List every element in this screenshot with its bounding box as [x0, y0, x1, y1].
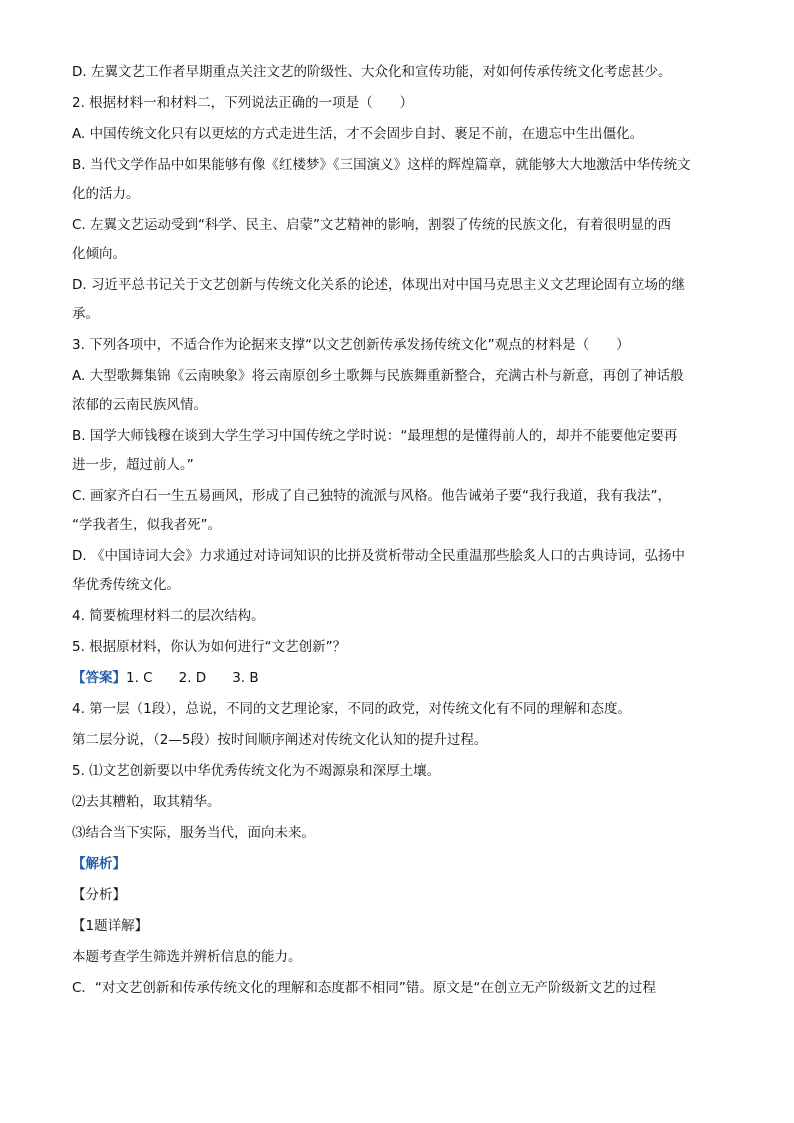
answer-label: 【答案】	[72, 670, 126, 686]
option-2a: A. 中国传统文化只有以更炫的方式走进生活，才不会固步自封、裹足不前，在遗忘中生出僵化。	[72, 126, 644, 142]
analysis-heading: 【分析】	[72, 887, 126, 903]
analysis-label: 【解析】	[72, 856, 126, 872]
option-2d-line1: D. 习近平总书记关于文艺创新与传统文化关系的论述，体现出对中国马克思主义文艺理论固有立场的继	[72, 277, 685, 293]
answer-5-point3: ⑶结合当下实际，服务当代，面向未来。	[72, 825, 315, 841]
document-body	[72, 62, 722, 1009]
answer-4-line1: 4. 第一层（1段），总说，不同的文艺理论家，不同的政党，对传统文化有不同的理解和态度。	[72, 701, 632, 717]
answer-3: 3. B	[232, 670, 259, 686]
option-2b-line1: B. 当代文学作品中如果能够有像《红楼梦》《三国演义》这样的辉煌篇章，就能够大大地激活中华传统文	[72, 157, 691, 173]
option-3a-line1: A. 大型歌舞集锦《云南映象》将云南原创乡土歌舞与民族舞重新整合，充满古朴与新意，再创了神话般	[72, 368, 684, 384]
detail-text-2: C．“对文艺创新和传承传统文化的理解和态度都不相同”错。原文是“在创立无产阶级新文艺的过程	[72, 980, 656, 996]
detail-heading-q1: 【1题详解】	[72, 918, 149, 934]
question-2: 2. 根据材料一和材料二，下列说法正确的一项是（ ）	[72, 95, 414, 111]
option-3c-line1: C. 画家齐白石一生五易画风，形成了自己独特的流派与风格。他告诫弟子要“我行我道，我有我法”，	[72, 488, 671, 504]
question-3: 3. 下列各项中，不适合作为论据来支撑“以文艺创新传承发扬传统文化”观点的材料是（ ）	[72, 337, 630, 353]
answer-line	[72, 668, 722, 688]
answer-5-point1: 5. ⑴文艺创新要以中华优秀传统文化为不竭源泉和深厚土壤。	[72, 763, 441, 779]
question-5: 5. 根据原材料，你认为如何进行“文艺创新”？	[72, 639, 347, 655]
answer-4-line2: 第二层分说，（2—5段）按时间顺序阐述对传统文化认知的提升过程。	[72, 732, 488, 748]
answer-1: 1. C	[126, 670, 153, 686]
option-3b-line1: B. 国学大师钱穆在谈到大学生学习中国传统之学时说：“最理想的是懂得前人的，却并不能要他定要再	[72, 428, 678, 444]
option-2d-line2: 承。	[72, 306, 99, 322]
answer-2: 2. D	[178, 670, 207, 686]
option-3a-line2: 浓郁的云南民族风情。	[72, 397, 207, 413]
detail-text-1: 本题考查学生筛选并辨析信息的能力。	[72, 949, 302, 965]
option-1d: D. 左翼文艺工作者早期重点关注文艺的阶级性、大众化和宣传功能，对如何传承传统文化考虑甚少。	[72, 64, 672, 80]
option-2b-line2: 化的活力。	[72, 186, 140, 202]
option-3c-line2: “学我者生，似我者死”。	[72, 517, 221, 533]
option-3d-line2: 华优秀传统文化。	[72, 577, 180, 593]
option-2c-line2: 化倾向。	[72, 246, 126, 262]
option-2c-line1: C. 左翼文艺运动受到“科学、民主、启蒙”文艺精神的影响，割裂了传统的民族文化，有着很明显的西	[72, 217, 671, 233]
option-3b-line2: 进一步，超过前人。”	[72, 457, 194, 473]
answer-5-point2: ⑵去其糟粕，取其精华。	[72, 794, 221, 810]
question-4: 4. 简要梳理材料二的层次结构。	[72, 608, 265, 624]
option-3d-line1: D. 《中国诗词大会》力求通过对诗词知识的比拼及赏析带动全民重温那些脍炙人口的古典诗词，弘扬中	[72, 548, 685, 564]
